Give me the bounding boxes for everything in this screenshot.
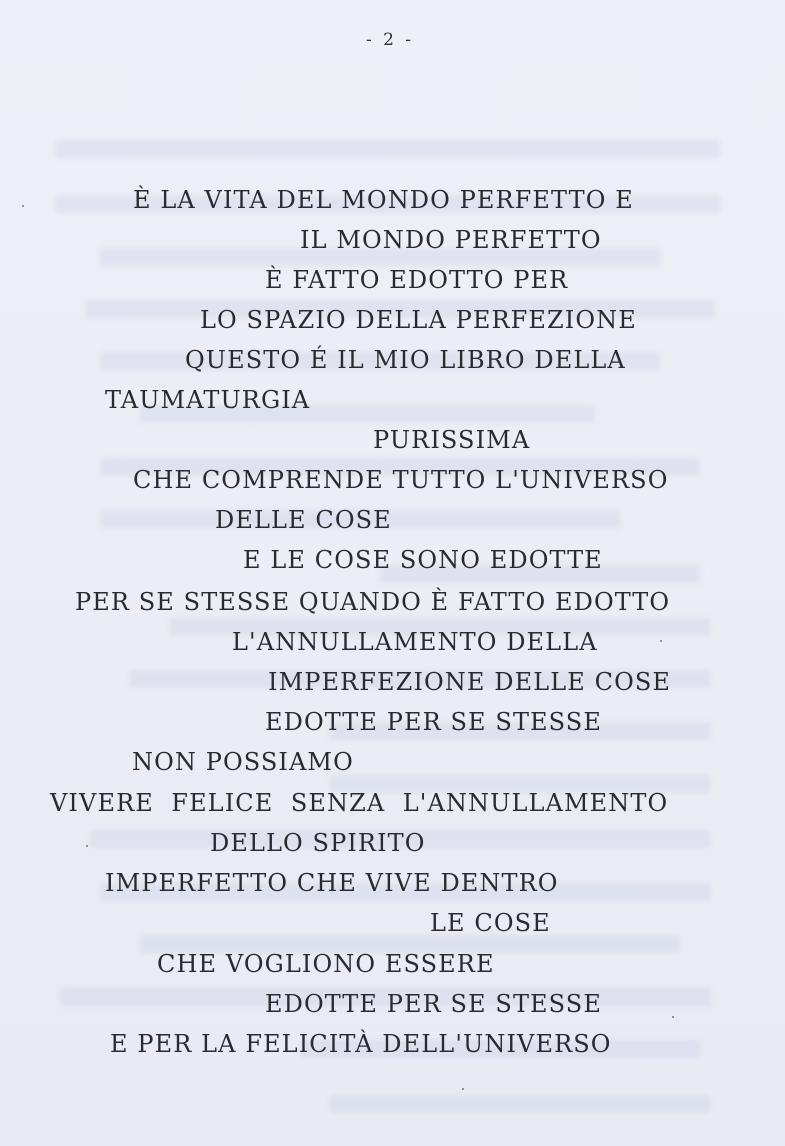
- poem-line: PURISSIMA: [373, 426, 531, 454]
- poem-line: NON POSSIAMO: [132, 748, 354, 776]
- poem-line: CHE VOGLIONO ESSERE: [157, 950, 495, 978]
- paper-speck: [672, 1016, 674, 1018]
- poem-line: LO SPAZIO DELLA PERFEZIONE: [200, 306, 637, 334]
- paper-speck: [86, 845, 88, 847]
- poem-line: VIVERE FELICE SENZA L'ANNULLAMENTO: [50, 789, 669, 817]
- poem-line: TAUMATURGIA: [105, 386, 311, 414]
- paper-speck: [22, 205, 24, 207]
- poem-line: EDOTTE PER SE STESSE: [265, 708, 602, 736]
- poem-line: QUESTO É IL MIO LIBRO DELLA: [185, 346, 626, 374]
- poem-line: IL MONDO PERFETTO: [300, 226, 602, 254]
- poem-line: EDOTTE PER SE STESSE: [265, 990, 602, 1018]
- poem-line: DELLO SPIRITO: [210, 829, 426, 857]
- poem-line: PER SE STESSE QUANDO È FATTO EDOTTO: [75, 588, 671, 616]
- poem-line: LE COSE: [430, 909, 551, 937]
- poem-line: È FATTO EDOTTO PER: [265, 266, 569, 294]
- poem-line: CHE COMPRENDE TUTTO L'UNIVERSO: [133, 466, 669, 494]
- page-number: - 2 -: [365, 30, 415, 50]
- poem-line: E LE COSE SONO EDOTTE: [243, 546, 603, 574]
- poem-line: E PER LA FELICITÀ DELL'UNIVERSO: [110, 1030, 612, 1058]
- poem-line: È LA VITA DEL MONDO PERFETTO E: [133, 186, 634, 214]
- paper-speck: [462, 1088, 464, 1090]
- poem-line: IMPERFETTO CHE VIVE DENTRO: [105, 869, 559, 897]
- paper-speck: [660, 640, 662, 642]
- poem-line: IMPERFEZIONE DELLE COSE: [268, 668, 672, 696]
- poem-line: L'ANNULLAMENTO DELLA: [232, 628, 598, 656]
- poem-line: DELLE COSE: [215, 506, 392, 534]
